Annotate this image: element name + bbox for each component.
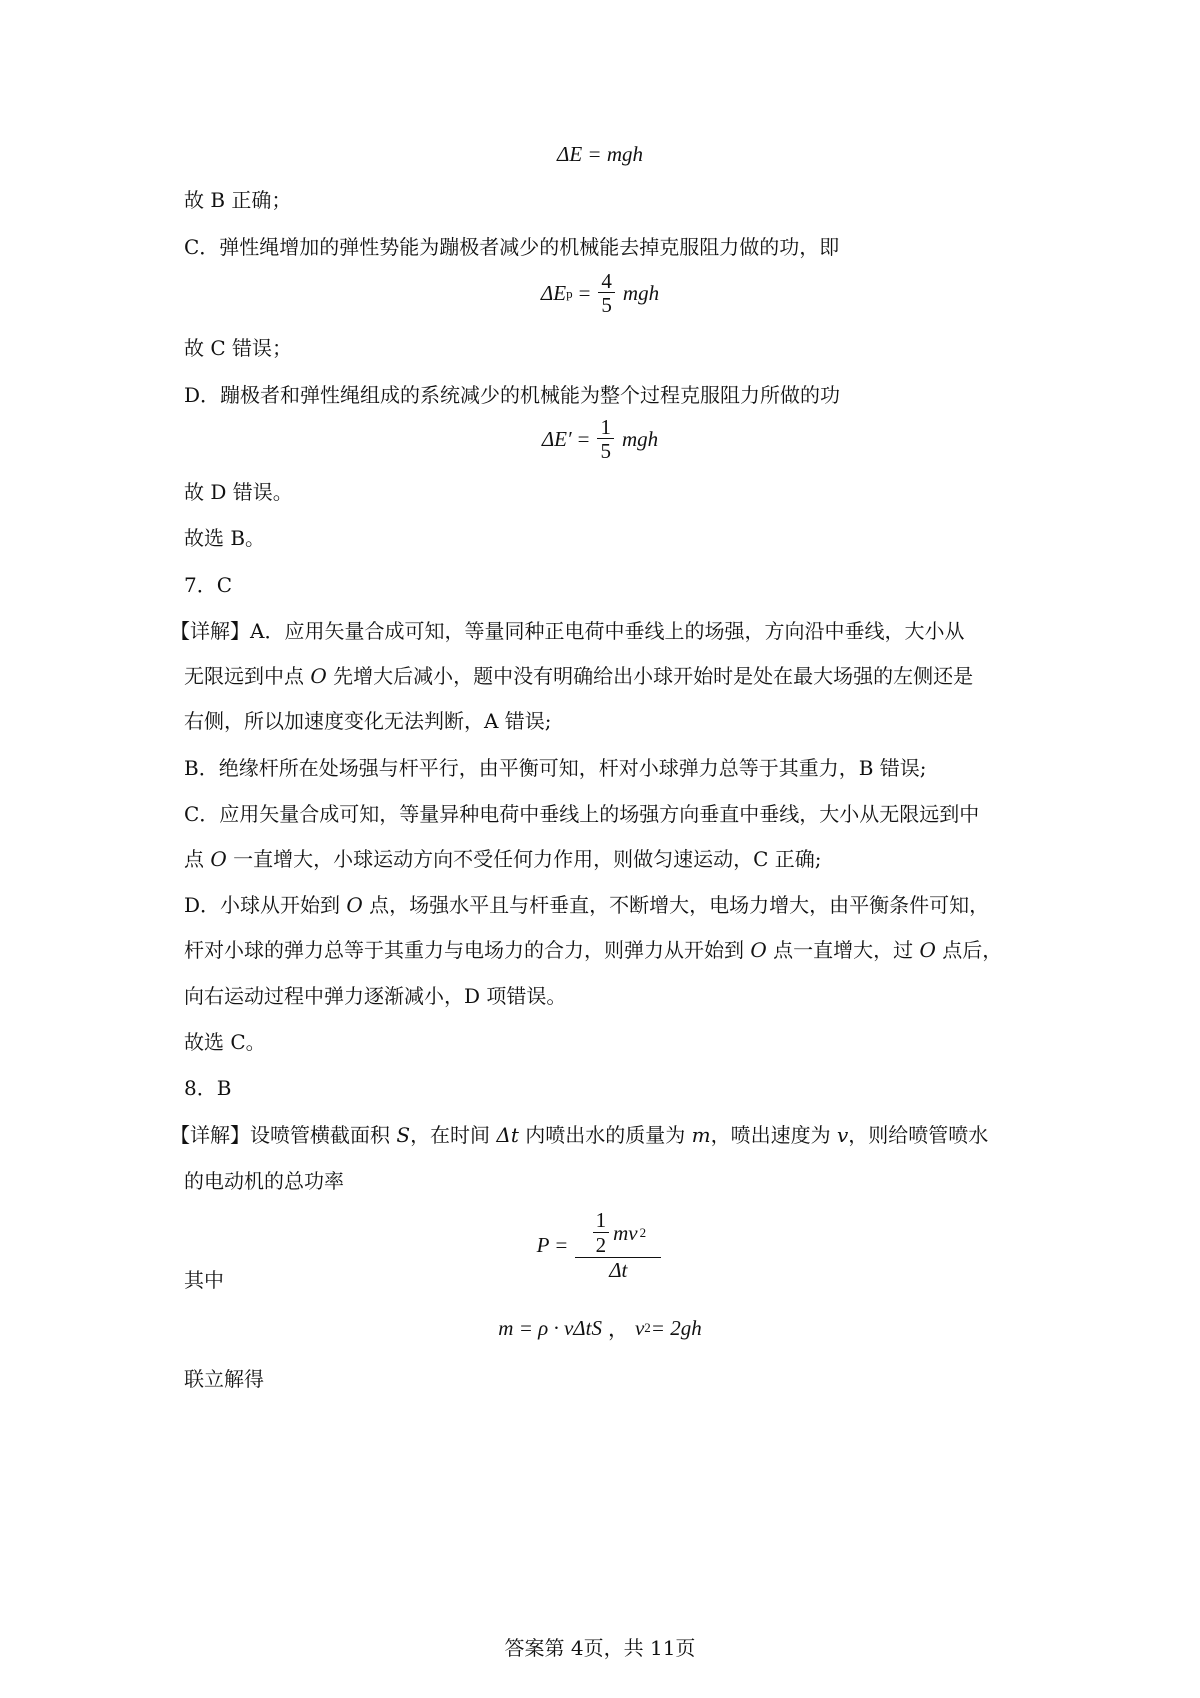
- text-solve: 联立解得: [184, 1367, 264, 1391]
- text-c-wrong: 故 C 错误；: [184, 336, 293, 360]
- text-option-c: C．弹性绳增加的弹性势能为蹦极者减少的机械能去掉克服阻力做的功，即: [184, 235, 840, 259]
- q7-detail-line-1: 【详解】A．应用矢量合成可知，等量同种正电荷中垂线上的场强，方向沿中垂线，大小从: [170, 619, 965, 643]
- equation-delta-e-prime: ΔE′ = $\frac{1}{5}$ mgh: [541, 415, 659, 463]
- q7-detail-line-3: 右侧，所以加速度变化无法判断，A 错误;: [184, 709, 552, 733]
- q7-option-b: B．绝缘杆所在处场强与杆平行，由平衡可知，杆对小球弹力总等于其重力，B 错误;: [184, 756, 927, 780]
- page-footer: 答案第 4页，共 11页: [504, 1636, 696, 1660]
- q7-detail-line-2: 无限远到中点 O 先增大后减小，题中没有明确给出小球开始时是处在最大场强的左侧还是: [184, 664, 974, 688]
- q8-detail-line-2: 的电动机的总功率: [184, 1169, 344, 1193]
- text-among: 其中: [184, 1268, 224, 1292]
- fraction-four-fifths: $\frac{4}{5}$: [598, 270, 615, 317]
- q8-detail-line-1: 【详解】设喷管横截面积 S，在时间 Δt 内喷出水的质量为 m，喷出速度为 v，则给喷管喷水: [170, 1123, 989, 1147]
- q7-option-d-line-2: 杆对小球的弹力总等于其重力与电场力的合力，则弹力从开始到 O 点一直增大，过 O 点后，: [184, 938, 1003, 962]
- fraction-power: $\frac{1}{2}$ mv 2 Δt: [575, 1208, 661, 1282]
- q7-option-c-line-1: C．应用矢量合成可知，等量异种电荷中垂线上的场强方向垂直中垂线，大小从无限远到中: [184, 802, 980, 826]
- equation-delta-e: ΔE = mgh: [557, 142, 643, 166]
- q7-option-d-line-3: 向右运动过程中弹力逐渐减小，D 项错误。: [184, 984, 567, 1008]
- equation-mass-velocity: m = ρ · vΔtS ， v 2 = 2gh: [498, 1315, 702, 1341]
- text-choose-c: 故选 C。: [184, 1030, 266, 1054]
- question-7-answer: 7．C: [184, 573, 233, 597]
- equation-power: P = $\frac{1}{2}$ mv 2 Δt: [0, 1208, 1200, 1282]
- q7-option-c-line-2: 点 O 一直增大，小球运动方向不受任何力作用，则做匀速运动，C 正确;: [184, 847, 822, 871]
- text-d-wrong: 故 D 错误。: [184, 480, 293, 504]
- fraction-one-fifth: $\frac{1}{5}$: [597, 416, 614, 463]
- text-option-d: D．蹦极者和弹性绳组成的系统减少的机械能为整个过程克服阻力所做的功: [184, 383, 841, 407]
- equation-delta-ep: ΔE p = $\frac{4}{5}$ mgh: [540, 269, 660, 317]
- text-b-correct: 故 B 正确；: [184, 188, 292, 212]
- fraction-one-half: $\frac{1}{2}$: [593, 1208, 610, 1257]
- text-choose-b: 故选 B。: [184, 526, 266, 550]
- question-8-answer: 8．B: [184, 1076, 232, 1100]
- q7-option-d-line-1: D．小球从开始到 O 点，场强水平且与杆垂直，不断增大，电场力增大，由平衡条件可知，: [184, 893, 990, 917]
